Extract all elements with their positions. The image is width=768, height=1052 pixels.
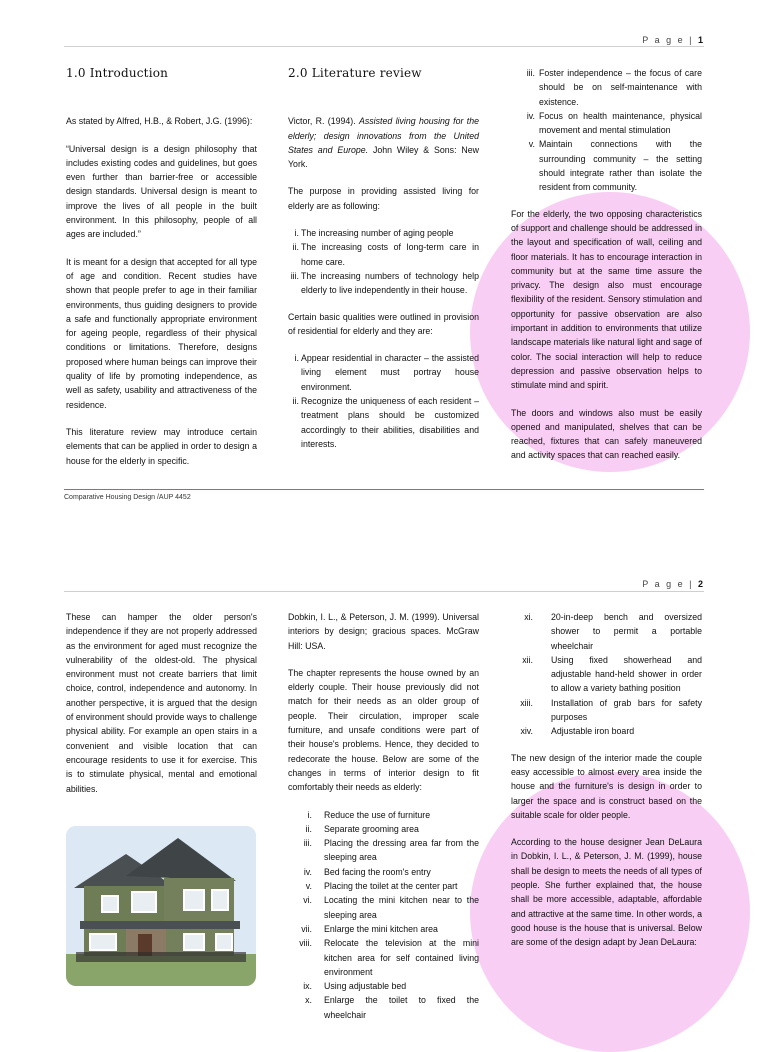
literature-column xyxy=(288,66,479,463)
qualities-list xyxy=(288,351,479,451)
reference-publisher: John Wiley & Sons: New York. xyxy=(288,144,479,170)
list-number: ix. xyxy=(303,981,312,992)
list-text: Foster independence – the focus of care should be on self-maintenance with existence. xyxy=(539,68,702,107)
list-item xyxy=(511,653,702,696)
body-paragraph: The doors and windows also must be easily opened and manipulated, shelves that can be reached, fixtures that can safely maneuvered and activity spaces that can reached easily. xyxy=(511,407,702,461)
body-paragraph: According to the house designer Jean DeLaura in Dobkin, I. L., & Peterson, J. M. (1999), house shall be design to meets the needs of all types of people. She further explained that, the house shall be more accessible, adaptable, affordable and attractive at the same time. In other words, a good house is the house that is universal. Below are some of the design adapt by Jean DeLaura: xyxy=(511,837,702,948)
list-item xyxy=(511,66,702,109)
list-number: iii. xyxy=(290,270,299,281)
footer-rule xyxy=(64,489,704,490)
list-text: Using fixed showerhead and adjustable hand-held shower in order to allow a variety bathing position xyxy=(551,654,702,694)
list-number: v. xyxy=(528,139,535,150)
list-text: Placing the dressing area far from the sleeping area xyxy=(324,838,479,863)
house-photo xyxy=(66,826,256,986)
intro-column xyxy=(66,66,257,481)
list-text: 20-in-deep bench and oversized shower to permit a portable wheelchair xyxy=(551,612,702,651)
list-number: ii. xyxy=(292,242,299,253)
list-item xyxy=(288,993,479,1022)
page-number: P a g e | 1 xyxy=(642,35,703,45)
page-number-value: 2 xyxy=(697,579,703,589)
list-number: xi. xyxy=(524,612,533,622)
body-paragraph: The new design of the interior made the couple easy accessible to almost every area inside the house and the furniture's is design in order to larger the space and is construct based on the suitable scale for older people. xyxy=(511,752,702,820)
list-item xyxy=(288,979,479,993)
page2-column-2 xyxy=(288,610,479,1034)
list-item xyxy=(288,836,479,865)
list-text: The increasing costs of long-term care in home care. xyxy=(301,242,479,267)
page2-column-1 xyxy=(66,610,257,809)
page-number-value: 1 xyxy=(697,35,703,45)
qualities-list-continued xyxy=(511,66,702,195)
list-number: vii. xyxy=(301,923,312,934)
citation-line: As stated by Alfred, H.B., & Robert, J.G. (1996): xyxy=(66,116,253,127)
list-text: Locating the mini kitchen near to the sleeping area xyxy=(324,895,479,920)
list-number: ii. xyxy=(292,396,299,407)
list-text: Using adjustable bed xyxy=(324,981,407,992)
body-paragraph: Certain basic qualities were outlined in provision of residential for elderly and they are: xyxy=(288,311,479,336)
list-number: iii. xyxy=(303,838,312,849)
list-item xyxy=(511,724,702,738)
list-text: Placing the toilet at the center part xyxy=(324,881,458,892)
list-item xyxy=(288,394,479,451)
body-paragraph: These can hamper the older person's independence if they are not properly addressed as the environment for aged must recognize the vulnerability of the oldest-old. The physical environment must not create barriers that limit choice, control, independence and autonomy. In another perspective, it is argued that the design of environment should provide ways to challenge physical ability. For example an open stairs in a convenient and visible location that can encourage residents to use it for exercise. This is to stimulate physical, mental and emotional abilities. xyxy=(66,612,257,794)
body-paragraph: It is meant for a design that accepted for all type of age and condition. Recent studies have shown that people prefer to age in their familiar environments, thus guiding designers to provide a safe and functionally appropriate environment for ageing people, regardless of their physical conditions or limitations. Therefore, designs proposed where human beings can improve their quality of life by promoting independence, as well as safety, usability and attractiveness of the residence. xyxy=(66,256,257,410)
list-text: Separate grooming area xyxy=(324,823,419,834)
list-item xyxy=(288,822,479,836)
section-heading: 1.0 Introduction xyxy=(66,66,169,80)
list-text: Enlarge the mini kitchen area xyxy=(324,923,438,934)
body-paragraph: The chapter represents the house owned by an elderly couple. Their house previously did not match for their needs as an older group of people. Their circulation, improper scale furniture, and unsafe conditions were part of their house's problems. Hence, they decided to redecorate the house. Below are some of the changes in terms of interior design to fit comfortably their needs as elderly: xyxy=(288,667,479,793)
list-number: v. xyxy=(305,881,312,892)
list-text: Adjustable iron board xyxy=(551,726,635,737)
list-number: xii. xyxy=(522,654,533,665)
list-number: x. xyxy=(305,995,312,1006)
reference-entry xyxy=(288,114,479,171)
page-label: P a g e xyxy=(642,579,685,589)
list-item xyxy=(288,922,479,936)
list-item xyxy=(511,696,702,725)
house-illustration xyxy=(66,826,256,986)
list-item xyxy=(511,109,702,138)
reference-title: Assisted living housing for the elderly; design innovations from the United States and Europe. xyxy=(288,116,480,155)
design-changes-list xyxy=(288,808,479,1022)
list-number: xiv. xyxy=(520,726,533,737)
page-label: P a g e xyxy=(642,35,685,45)
elderly-column xyxy=(511,66,702,476)
page-number: P a g e | 2 xyxy=(642,579,703,589)
list-number: viii. xyxy=(299,938,312,949)
list-text: Reduce the use of furniture xyxy=(324,809,431,820)
purpose-list xyxy=(288,226,479,297)
list-item xyxy=(288,893,479,922)
header-rule xyxy=(64,46,704,47)
header-rule xyxy=(64,591,704,592)
body-paragraph: The purpose in providing assisted living for elderly are as following: xyxy=(288,186,479,211)
list-item xyxy=(288,865,479,879)
list-text: Bed facing the room's entry xyxy=(324,866,431,877)
list-number: i. xyxy=(294,353,299,364)
list-number: vi. xyxy=(303,895,312,906)
list-text: Appear residential in character – the assisted living element must portray house environment. xyxy=(301,353,479,392)
page2-column-3 xyxy=(511,610,702,963)
quote-paragraph: “Universal design is a design philosophy that includes existing codes and guidelines, but goes even further than barrier-free or accessible design standards. Universal design is meant to improve the lives of all people in the built environment. In this philosophy, people of all ages are included.” xyxy=(66,143,257,240)
list-number: iv. xyxy=(303,866,312,877)
list-text: The increasing number of aging people xyxy=(301,228,454,239)
list-item xyxy=(288,226,479,240)
list-item xyxy=(511,137,702,194)
section-heading: 2.0 Literature review xyxy=(288,66,422,80)
list-item xyxy=(288,936,479,979)
list-text: Installation of grab bars for safety purposes xyxy=(551,697,702,723)
list-item xyxy=(511,610,702,653)
list-text: The increasing numbers of technology help elderly to live independently in their house. xyxy=(301,270,479,296)
list-item xyxy=(288,808,479,822)
list-text: Focus on health maintenance, physical movement and mental stimulation xyxy=(539,110,702,136)
body-paragraph: This literature review may introduce certain elements that can be applied in order to design a house for the elderly in specific. xyxy=(66,426,257,466)
list-number: ii. xyxy=(305,823,312,834)
list-text: Recognize the uniqueness of each resident – treatment plans should be customized accordingly to their abilities, disabilities and interests. xyxy=(301,396,479,449)
design-changes-list-continued xyxy=(511,610,702,739)
list-text: Maintain connections with the surrounding community – the setting should integrate rather than isolate the resident from community. xyxy=(539,139,702,193)
reference-author: Victor, R. (1994). xyxy=(288,116,356,127)
list-number: iv. xyxy=(526,110,535,121)
list-number: xiii. xyxy=(520,697,533,708)
list-item xyxy=(288,269,479,298)
list-text: Enlarge the toilet to fixed the wheelchair xyxy=(324,995,479,1020)
list-item xyxy=(288,351,479,394)
body-paragraph: For the elderly, the two opposing characteristics of support and challenge should be addressed in the layout and specification of wall, ceiling and floor materials. It has to encourage interaction in community but at the same time assure the privacy. The design also must encourage flexibility of the resident. Sensory stimulation and opportunity for passive observation are also important in addition to environments that utilize landscape materials like natural light and sage of color. The social interaction will help to reduce depression and passive observation helps to stimulate mind and spirit. xyxy=(511,208,702,391)
list-text: Relocate the television at the mini kitchen area for self contained living environment xyxy=(324,938,479,977)
list-number: iii. xyxy=(526,68,535,78)
list-item xyxy=(288,879,479,893)
list-number: i. xyxy=(307,809,312,820)
footer-text: Comparative Housing Design /AUP 4452 xyxy=(64,494,191,501)
list-item xyxy=(288,240,479,269)
reference-entry: Dobkin, I. L., & Peterson, J. M. (1999). Universal interiors by design; gracious spaces. McGraw Hill: USA. xyxy=(288,612,479,651)
list-number: i. xyxy=(294,228,299,239)
